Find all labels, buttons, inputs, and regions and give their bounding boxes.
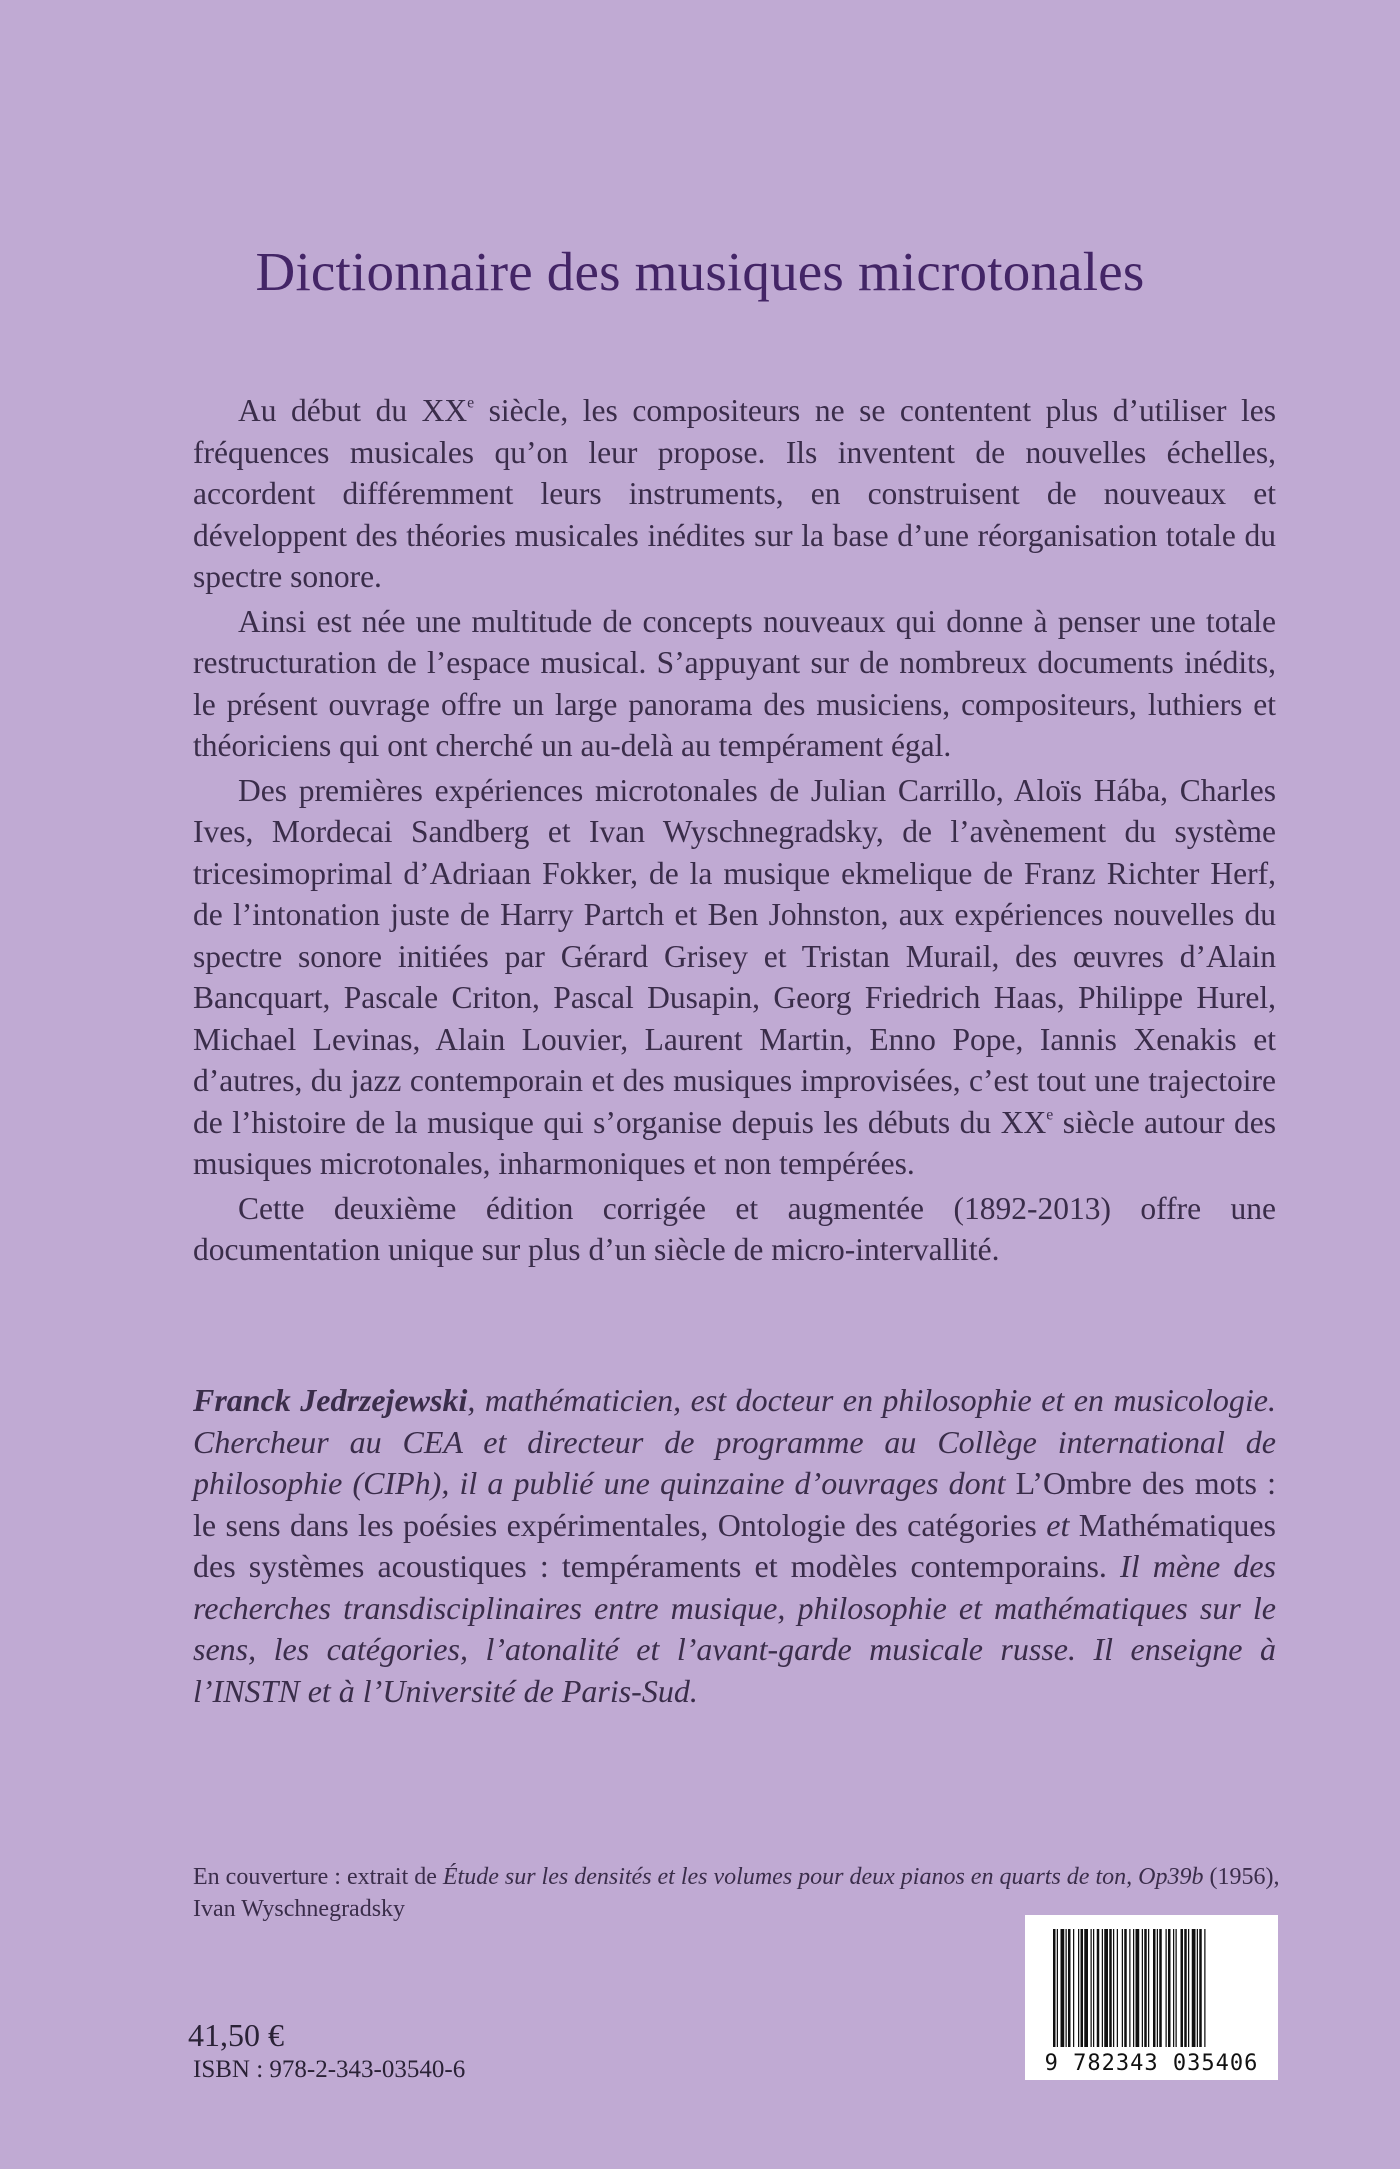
barcode-bar <box>1142 1929 1143 2047</box>
summary-p3-text-a: Des premières expériences microtonales de Julian Carrillo, Aloïs Hába, Charles Ives, Mordecai Sandberg et Ivan Wyschnegradsky, de l’avènement du système tricesimoprimal d’Adriaan Fokker, de la musique ekmelique de Franz Richter Herf, de l’intonation juste de Harry Partch et Ben Johnston, aux expériences nouvelles du spectre sonore initiées par Gérard Grisey et Tristan Murail, des œuvres d’Alain Bancquart, Pascale Criton, Pascal Dusapin, Georg Friedrich Haas, Philippe Hurel, Michael Levinas, Alain Louvier, Laurent Martin, Enno Pope, Iannis Xenakis et d’autres, du jazz contemporain et des musiques improvisées, c’est tout une trajectoire de l’histoire de la musique qui s’organise depuis les débuts du XX <box>193 772 1276 1140</box>
book-title-2: Mathématiques des systèmes acoustiques : tempéraments et modèles contemporains. <box>193 1506 1277 1584</box>
barcode-bar <box>1133 1929 1134 2047</box>
barcode-bar <box>1117 1929 1118 2047</box>
barcode-bar <box>1144 1929 1147 2047</box>
summary-p1-text-a: Au début du XX <box>238 393 468 428</box>
barcode-bar <box>1057 1929 1058 2047</box>
bio-text-1: , mathématicien, est docteur en philosophie et en musicologie. Chercheur au CEA et directeur de programme au Collège international de philosophie (CIPh), il a publié une quinzaine d’ouvrages dont <box>193 1382 1277 1501</box>
barcode-bar <box>1168 1929 1171 2047</box>
summary-paragraph-1 <box>193 390 1276 598</box>
barcode-bar <box>1124 1929 1127 2047</box>
barcode-bar <box>1173 1929 1174 2047</box>
barcode-bar <box>1102 1929 1103 2047</box>
barcode-bar <box>1066 1929 1067 2047</box>
barcode-bar <box>1188 1929 1189 2047</box>
barcode-bar <box>1104 1929 1108 2047</box>
credit-suffix: (1956), Ivan Wyschnegradsky <box>193 1864 1280 1922</box>
book-title-1: L’Ombre des mots : le sens dans les poésies expérimentales, Ontologie des catégories <box>193 1465 1276 1543</box>
barcode-bar <box>1153 1929 1156 2047</box>
barcode-bar <box>1181 1929 1184 2047</box>
barcode-bar <box>1176 1929 1177 2047</box>
author-bio-paragraph <box>193 1380 1276 1712</box>
barcode-bar <box>1166 1929 1167 2047</box>
price: 41,50 € <box>188 2017 284 2053</box>
superscript-e: e <box>467 394 475 412</box>
summary-p3-text-b: siècle autour des musiques microtonales, inharmoniques et non tempérées. <box>193 1104 1277 1181</box>
barcode-bar <box>1081 1929 1084 2047</box>
barcode-bar <box>1159 1929 1162 2047</box>
book-title: Dictionnaire des musiques microtonales <box>255 241 1145 302</box>
barcode-bars <box>1053 1929 1250 2047</box>
barcode-bar <box>1199 1929 1202 2047</box>
bio-text-2: Il mène des recherches transdisciplinaires entre musique, philosophie et mathématiques sur le sens, les catégories, l’atonalité et l’avant-garde musicale russe. Il enseigne à l’INSTN et à l’Université de Paris-Sud. <box>193 1548 1277 1709</box>
summary-paragraph-2: Ainsi est née une multitude de concepts nouveaux qui donne à penser une totale restructuration de l’espace musical. S’appuyant sur de nombreux documents inédits, le présent ouvrage offre un large panorama des musiciens, compositeurs, luthiers et théoriciens qui ont cherché un au-delà au tempérament égal. <box>193 603 1276 763</box>
barcode-bar <box>1129 1929 1130 2047</box>
credit-prefix: En couverture : extrait de <box>193 1864 443 1890</box>
barcode-bar <box>1192 1929 1196 2047</box>
barcode-bar <box>1097 1929 1100 2047</box>
barcode-bar <box>1073 1929 1074 2047</box>
barcode-bar <box>1204 1929 1205 2047</box>
barcode <box>1025 1915 1278 2080</box>
summary-paragraph-4: Cette deuxième édition corrigée et augmentée (1892-2013) offre une documentation unique sur plus d’un siècle de micro-intervallité. <box>193 1190 1276 1267</box>
barcode-bar <box>1068 1929 1071 2047</box>
barcode-bar <box>1091 1929 1092 2047</box>
barcode-bar <box>1184 1929 1187 2047</box>
barcode-bar <box>1109 1929 1112 2047</box>
barcode-bar <box>1078 1929 1079 2047</box>
book-summary <box>193 390 1276 1271</box>
barcode-bar <box>1136 1929 1140 2047</box>
credit-work-title: Étude sur les densités et les volumes pour deux pianos en quarts de ton, Op39b <box>442 1864 1204 1890</box>
barcode-bar <box>1084 1929 1088 2047</box>
summary-paragraph-3 <box>193 770 1276 1185</box>
author-name: Franck Jedrzejewski <box>193 1382 468 1418</box>
superscript-e: e <box>1046 1106 1054 1124</box>
barcode-bar <box>1061 1929 1065 2047</box>
isbn: ISBN : 978-2-343-03540-6 <box>193 2056 466 2083</box>
barcode-bar <box>1148 1929 1149 2047</box>
barcode-bar <box>1053 1929 1056 2047</box>
barcode-bar <box>1122 1929 1123 2047</box>
barcode-bar <box>1113 1929 1114 2047</box>
barcode-bar <box>1157 1929 1158 2047</box>
barcode-digits: 9 782343 035406 <box>1044 2051 1259 2076</box>
bio-conjunction: et <box>1046 1506 1070 1543</box>
author-bio <box>193 1380 1276 1712</box>
summary-p1-text-b: siècle, les compositeurs ne se contentent plus d’utiliser les fréquences musicales qu’on leur propose. Ils inventent de nouvelles échelles, accordent différemment leurs instruments, en construisent de nouveaux et développent des théories musicales inédites sur la base d’une réorganisation totale du spectre sonore. <box>193 393 1276 594</box>
barcode-bar <box>1197 1929 1198 2047</box>
barcode-bar <box>1093 1929 1094 2047</box>
